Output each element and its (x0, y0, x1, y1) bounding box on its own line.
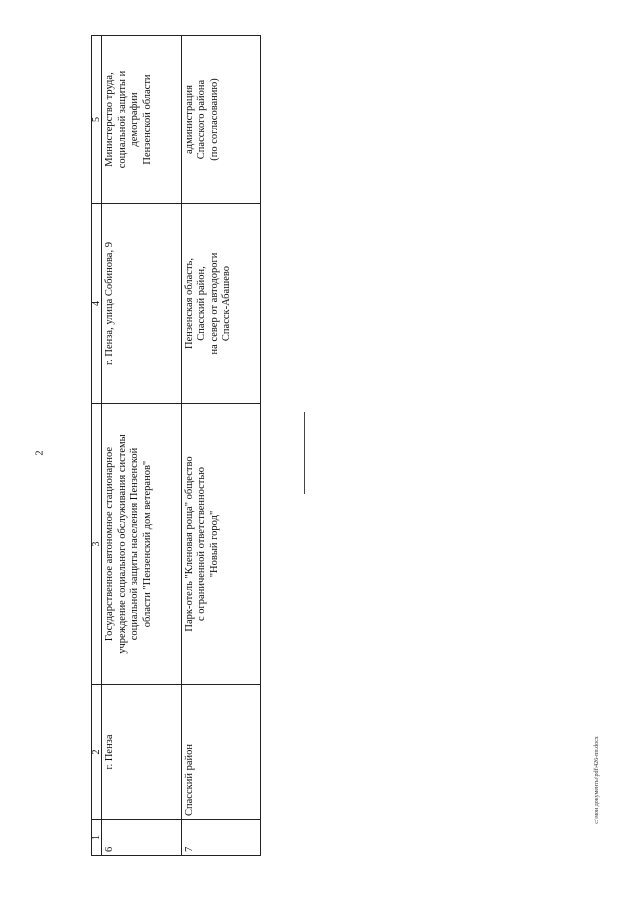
column-header-4: 4 (92, 204, 102, 404)
row-number: 7 (181, 820, 261, 856)
row-number: 6 (102, 820, 182, 856)
responsible-cell: администрация Спасского района (по согласованию) (181, 36, 261, 204)
address-cell: Пензенская область, Спасский район, на север от автодороги Спасск-Абашево (181, 204, 261, 404)
district-cell: Спасский район (181, 685, 261, 820)
end-separator-line (304, 412, 305, 494)
column-header-1: 1 (92, 820, 102, 856)
column-header-3: 3 (92, 404, 102, 685)
district-cell: г. Пенза (102, 685, 182, 820)
column-header-2: 2 (92, 685, 102, 820)
organization-cell: Государственное автономное стационарное учреждение социального обслуживания системы социальной защиты населения Пензенской области "Пензенский дом ветеранов" (102, 404, 182, 685)
address-cell: г. Пенза, улица Собинова, 9 (102, 204, 182, 404)
rotated-table-wrapper (91, 36, 261, 856)
responsible-cell: Министерство труда, социальной защиты и демографии Пензенской области (102, 36, 182, 204)
organization-cell: Парк-отель "Кленовая роща" общество с ограниченной ответственностью "Новый город" (181, 404, 261, 685)
institutions-table (91, 35, 261, 856)
column-header-5: 5 (92, 36, 102, 204)
table-row (102, 36, 182, 856)
footer-file-path: c:\мои документы\pdf\426-пп.docx (594, 736, 600, 824)
table-row (181, 36, 261, 856)
table-header-row (92, 36, 102, 856)
page-number: 2 (34, 450, 46, 456)
